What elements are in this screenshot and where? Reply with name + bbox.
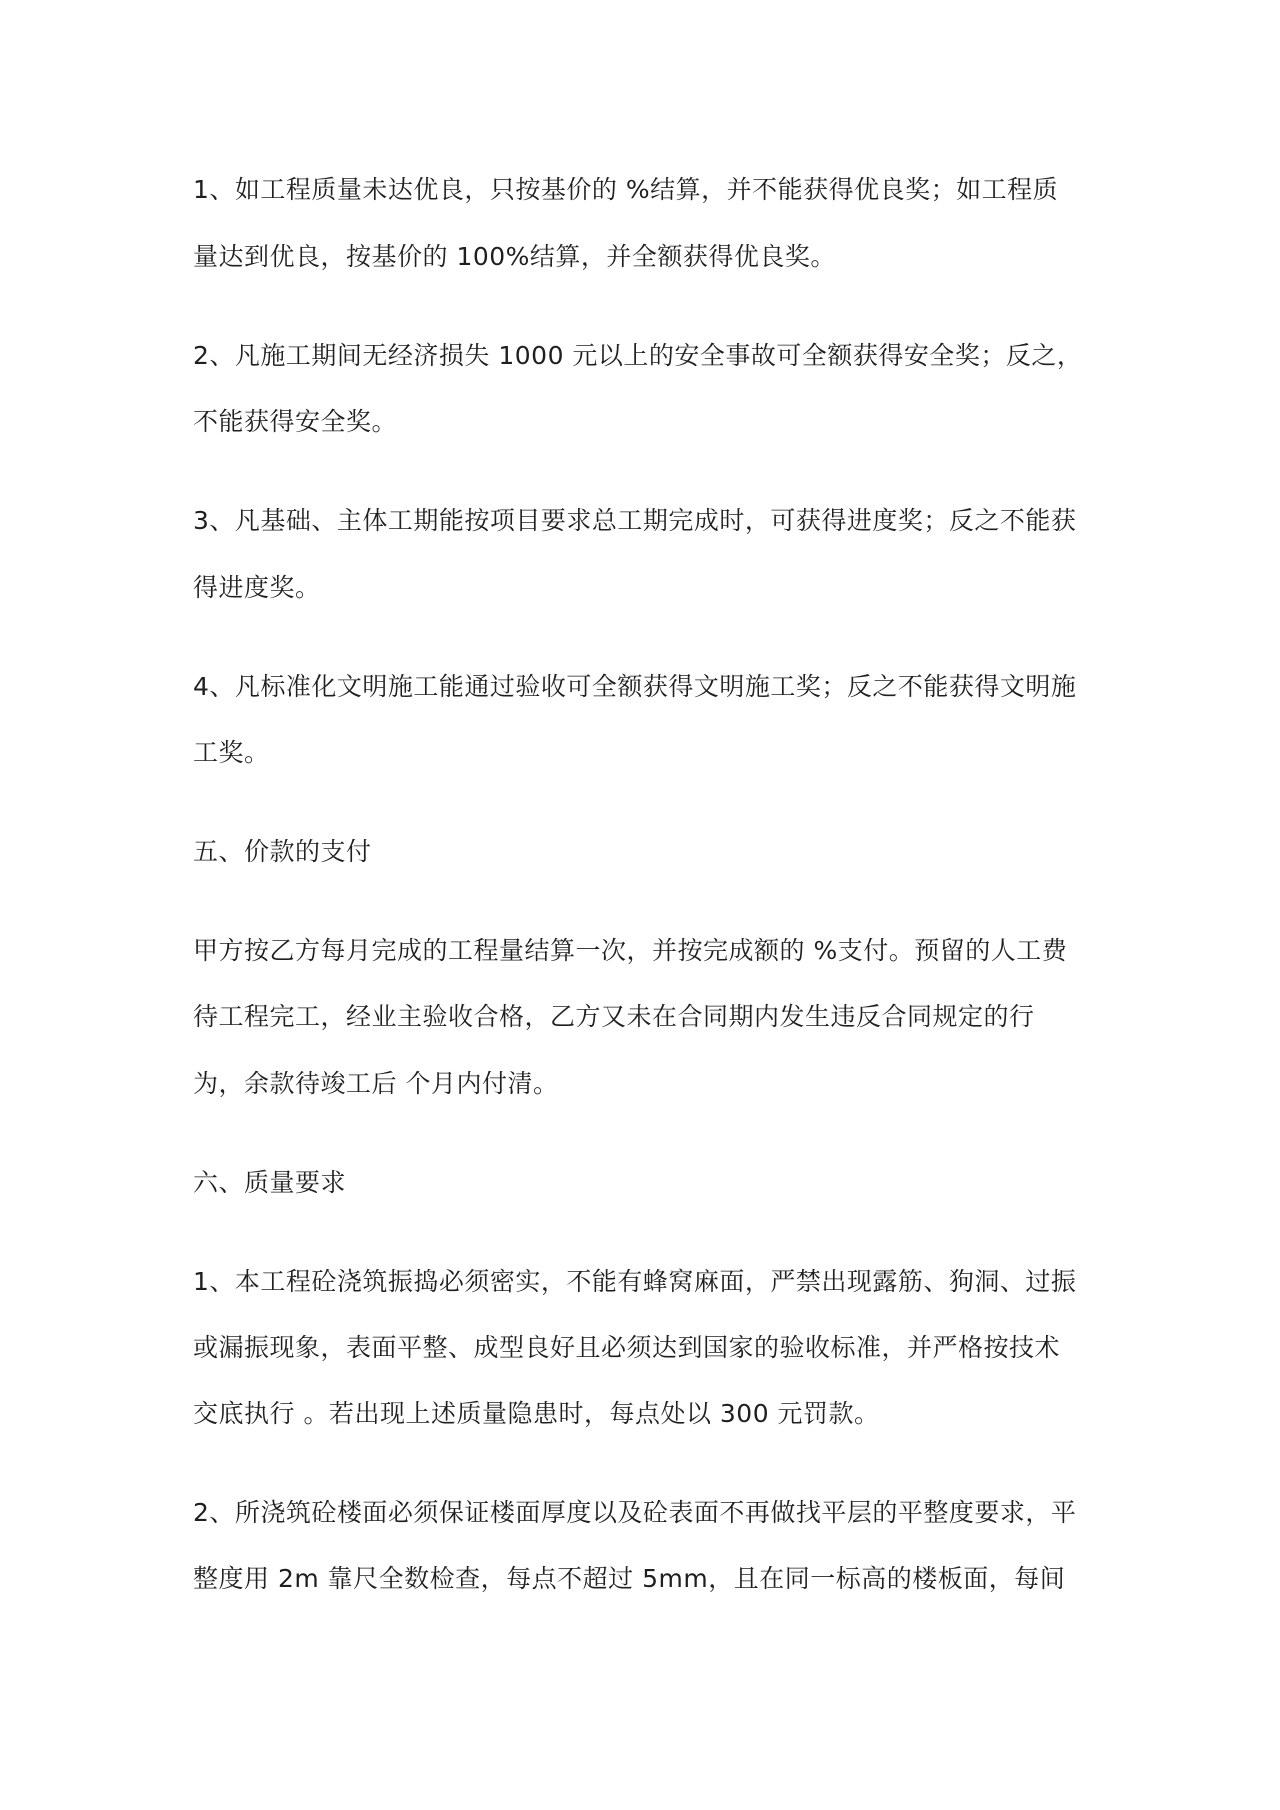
bonus-safety-line-2: 不能获得安全奖。: [193, 407, 398, 436]
bonus-civilized-line-2: 工奖。: [193, 738, 270, 767]
bonus-civilized-line-1: 4、凡标准化文明施工能通过验收可全额获得文明施工奖；反之不能获得文明施: [193, 672, 1077, 701]
bonus-safety-line-1: 2、凡施工期间无经济损失 1000 元以上的安全事故可全额获得安全奖；反之，: [193, 341, 1083, 370]
payment-body-line-2: 待工程完工，经业主验收合格，乙方又未在合同期内发生违反合同规定的行: [193, 1002, 1035, 1031]
payment-body-line-3: 为，余款待竣工后 个月内付清。: [193, 1069, 559, 1098]
quality-1-line-3: 交底执行 。若出现上述质量隐患时，每点处以 300 元罚款。: [193, 1399, 880, 1428]
bonus-progress-line-1: 3、凡基础、主体工期能按项目要求总工期完成时，可获得进度奖；反之不能获: [193, 506, 1077, 535]
section-heading-quality: 六、质量要求: [193, 1168, 347, 1197]
section-heading-payment: 五、价款的支付: [193, 837, 372, 866]
quality-1-line-2: 或漏振现象，表面平整、成型良好且必须达到国家的验收标准，并严格按技术: [193, 1333, 1061, 1362]
bonus-quality-line-2: 量达到优良，按基价的 100%结算，并全额获得优良奖。: [193, 242, 836, 271]
quality-2-line-2: 整度用 2m 靠尺全数检查，每点不超过 5mm，且在同一标高的楼板面，每间: [193, 1564, 1066, 1593]
bonus-progress-line-2: 得进度奖。: [193, 573, 321, 602]
payment-body-line-1: 甲方按乙方每月完成的工程量结算一次，并按完成额的 %支付。预留的人工费: [193, 936, 1068, 965]
quality-2-line-1: 2、所浇筑砼楼面必须保证楼面厚度以及砼表面不再做找平层的平整度要求，平: [193, 1498, 1077, 1527]
bonus-quality-line-1: 1、如工程质量未达优良，只按基价的 %结算，并不能获得优良奖；如工程质: [193, 175, 1059, 204]
quality-1-line-1: 1、本工程砼浇筑振捣必须密实，不能有蜂窝麻面，严禁出现露筋、狗洞、过振: [193, 1267, 1077, 1296]
